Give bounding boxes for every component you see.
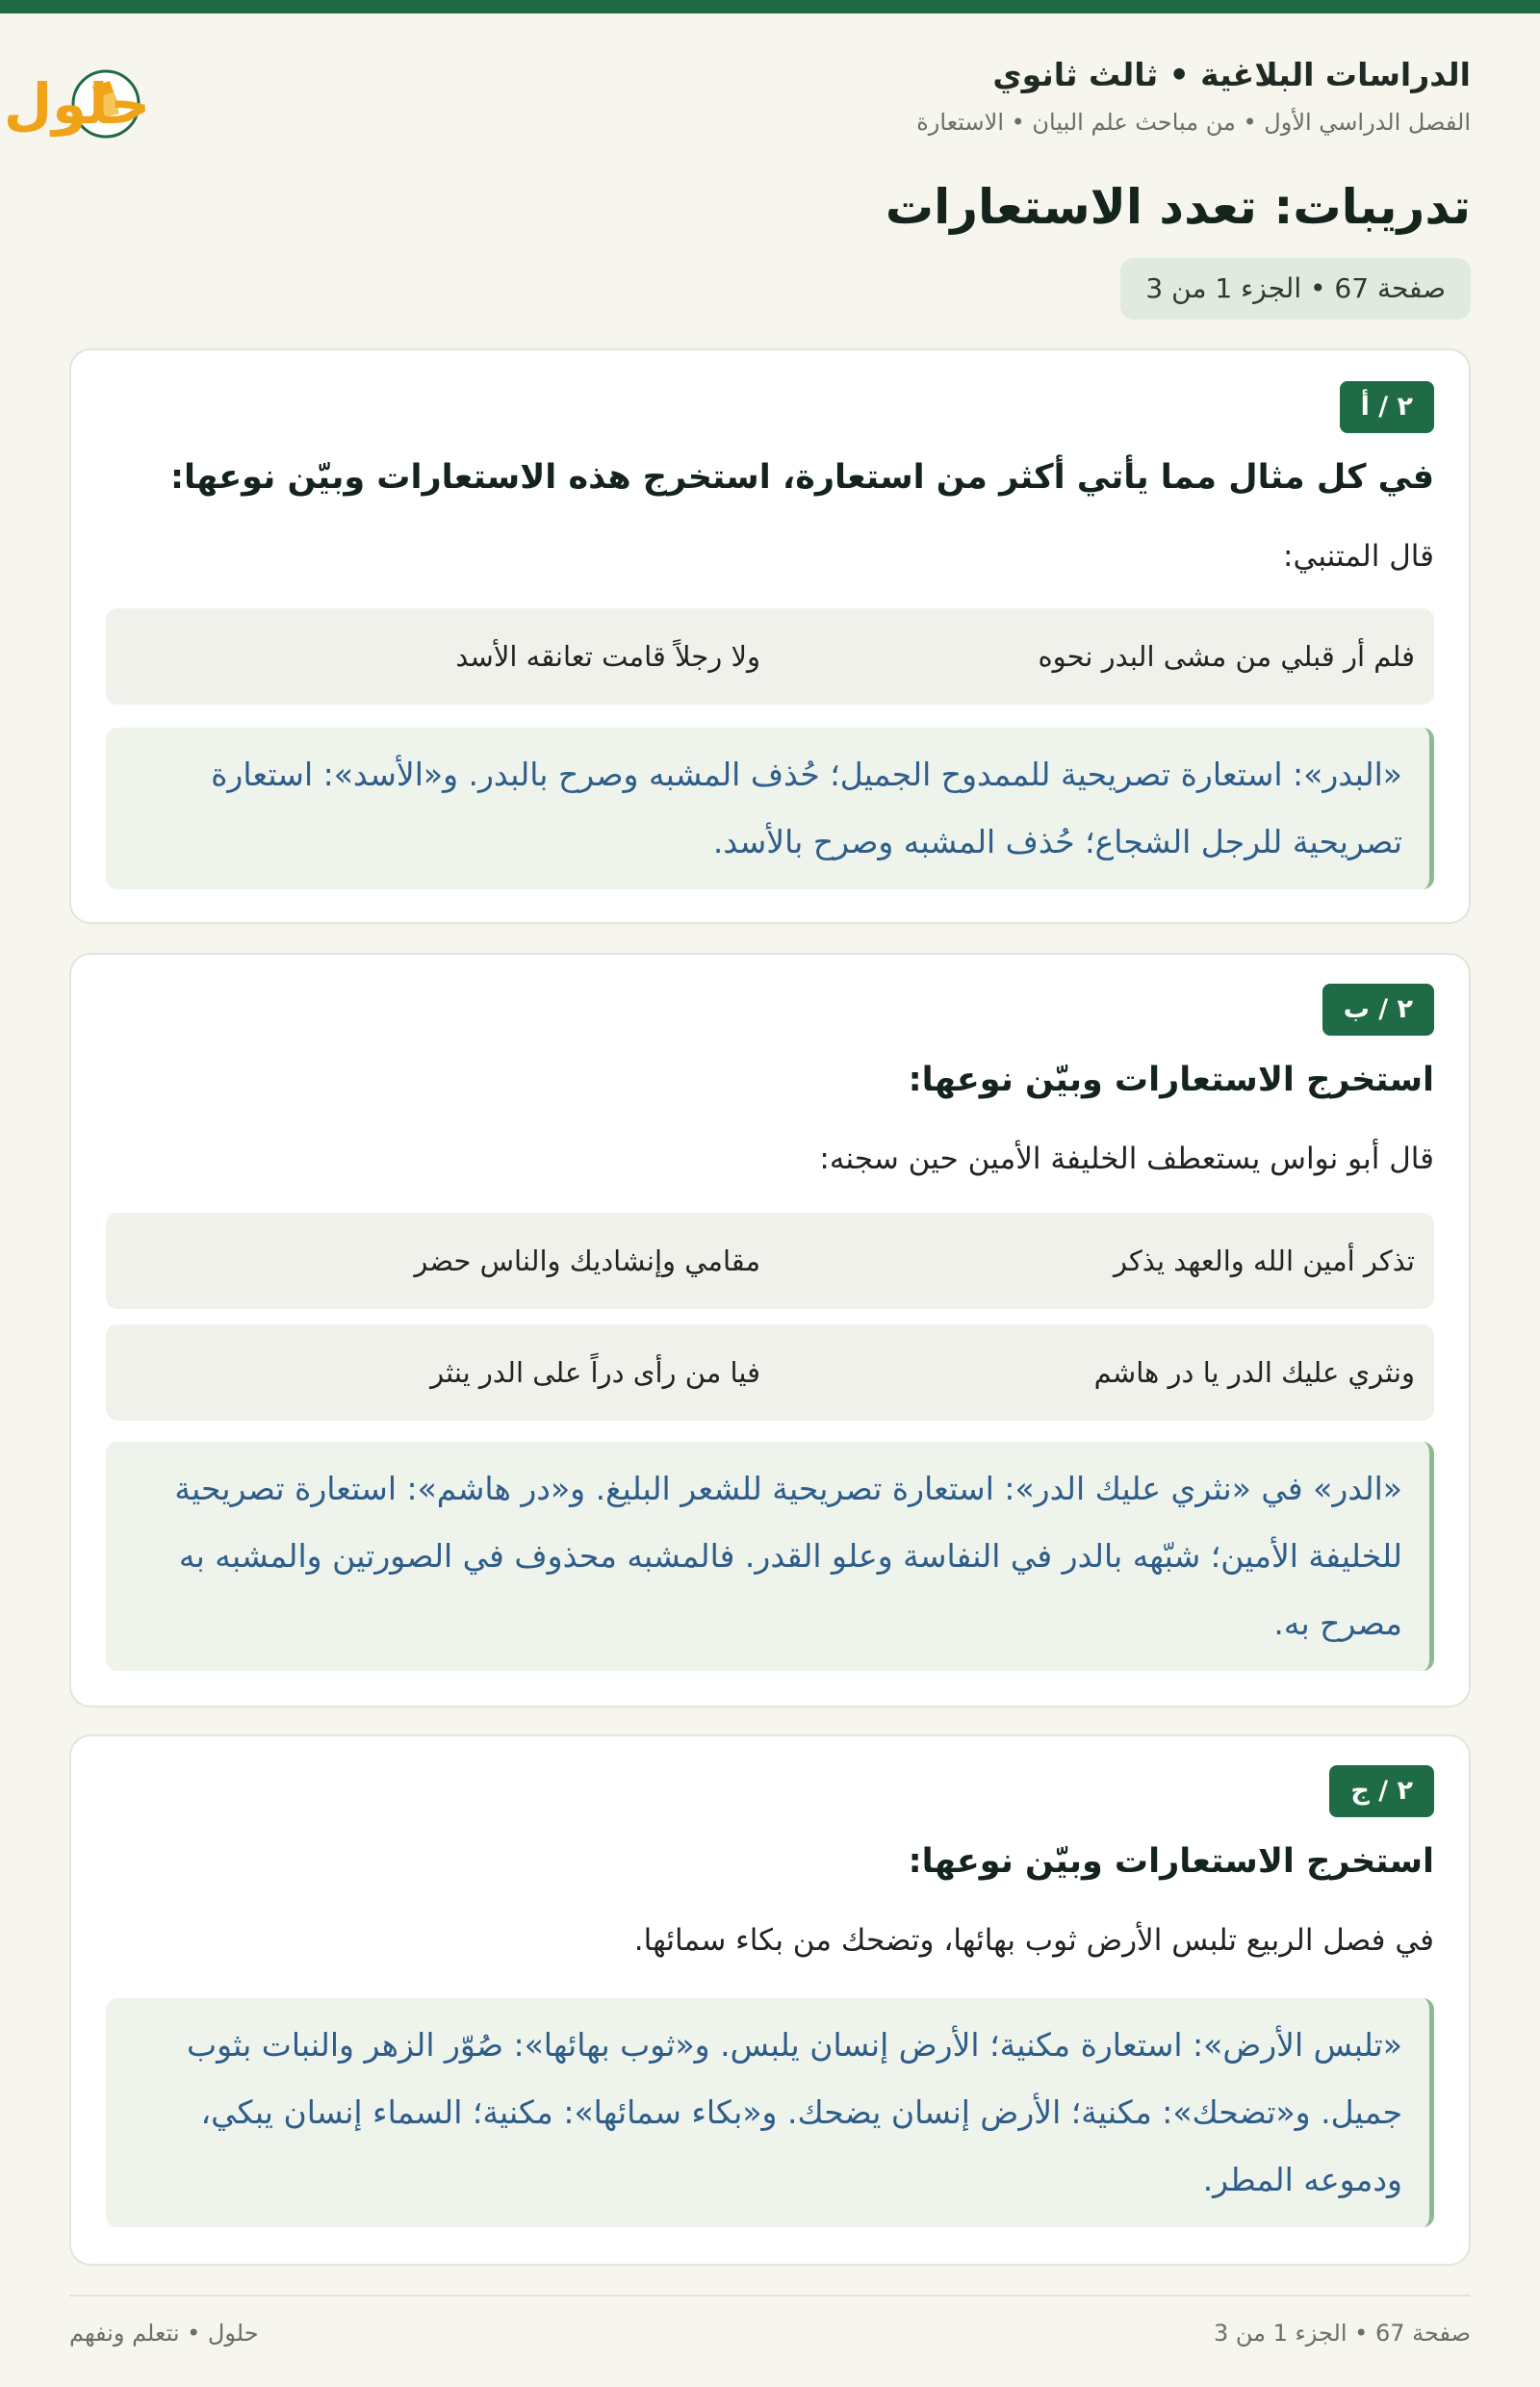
verse-first-hemistich: تذكر أمين الله والعهد يذكر xyxy=(1113,1245,1415,1277)
question-text: في كل مثال مما يأتي أكثر من استعارة، استخرج هذه الاستعارات وبيّن نوعها: xyxy=(170,458,1434,497)
footer-page-info: صفحة 67 • الجزء 1 من 3 xyxy=(1213,2320,1471,2347)
footer-brand: حلول • نتعلم ونفهم xyxy=(69,2320,259,2347)
verse-line xyxy=(106,608,1434,705)
intro-text: في فصل الربيع تلبس الأرض ثوب بهائها، وتضحك من بكاء سمائها. xyxy=(633,1923,1434,1958)
verse-first-hemistich: فلم أر قبلي من مشى البدر نحوه xyxy=(1038,640,1415,673)
exercise-number-badge: ٢ / أ xyxy=(1340,381,1434,433)
page-info-badge: صفحة 67 • الجزء 1 من 3 xyxy=(1120,258,1471,320)
answer-box: «البدر»: استعارة تصريحية للممدوح الجميل؛ حُذف المشبه وصرح بالبدر. و«الأسد»: استعارة تصريحية للرجل الشجاع؛ حُذف المشبه وصرح بالأسد. xyxy=(106,728,1434,889)
verse-line xyxy=(106,1213,1434,1309)
exercise-card-a xyxy=(69,348,1471,924)
intro-text: قال أبو نواس يستعطف الخليفة الأمين حين سجنه: xyxy=(819,1142,1434,1176)
subject-title: الدراسات البلاغية • ثالث ثانوي xyxy=(992,56,1471,93)
verse-line xyxy=(106,1324,1434,1421)
page-title: تدريبات: تعدد الاستعارات xyxy=(885,179,1471,235)
question-text: استخرج الاستعارات وبيّن نوعها: xyxy=(908,1842,1434,1881)
exercise-number-badge: ٢ / ب xyxy=(1322,984,1434,1036)
exercise-number-badge: ٢ / ج xyxy=(1329,1765,1434,1817)
hulul-logo xyxy=(3,58,291,150)
verse-second-hemistich: ولا رجلاً قامت تعانقه الأسد xyxy=(455,640,760,673)
page-header xyxy=(3,56,1471,171)
footer-divider xyxy=(69,2295,1471,2297)
verse-first-hemistich: ونثري عليك الدر يا در هاشم xyxy=(1093,1356,1415,1389)
logo-wordmark: حلول xyxy=(3,71,150,137)
intro-text: قال المتنبي: xyxy=(1283,539,1434,574)
verse-second-hemistich: مقامي وإنشاديك والناس حضر xyxy=(414,1245,760,1277)
exercise-card-b xyxy=(69,953,1471,1707)
breadcrumb: الفصل الدراسي الأول • من مباحث علم البيان • الاستعارة xyxy=(916,109,1471,136)
verse-second-hemistich: فيا من رأى دراً على الدر ينثر xyxy=(430,1356,760,1389)
answer-box: «الدر» في «نثري عليك الدر»: استعارة تصريحية للشعر البليغ. و«در هاشم»: استعارة تصريحية للخليفة الأمين؛ شبّهه بالدر في النفاسة وعلو القدر. فالمشبه محذوف في الصورتين والمشبه به مصرح به. xyxy=(106,1442,1434,1671)
top-accent-bar xyxy=(0,0,1540,13)
answer-box: «تلبس الأرض»: استعارة مكنية؛ الأرض إنسان يلبس. و«ثوب بهائها»: صُوّر الزهر والنبات بثوب جميل. و«تضحك»: مكنية؛ الأرض إنسان يضحك. و«بكاء سمائها»: مكنية؛ السماء إنسان يبكي، ودموعه المطر. xyxy=(106,1998,1434,2227)
exercise-card-c xyxy=(69,1734,1471,2266)
question-text: استخرج الاستعارات وبيّن نوعها: xyxy=(908,1061,1434,1099)
